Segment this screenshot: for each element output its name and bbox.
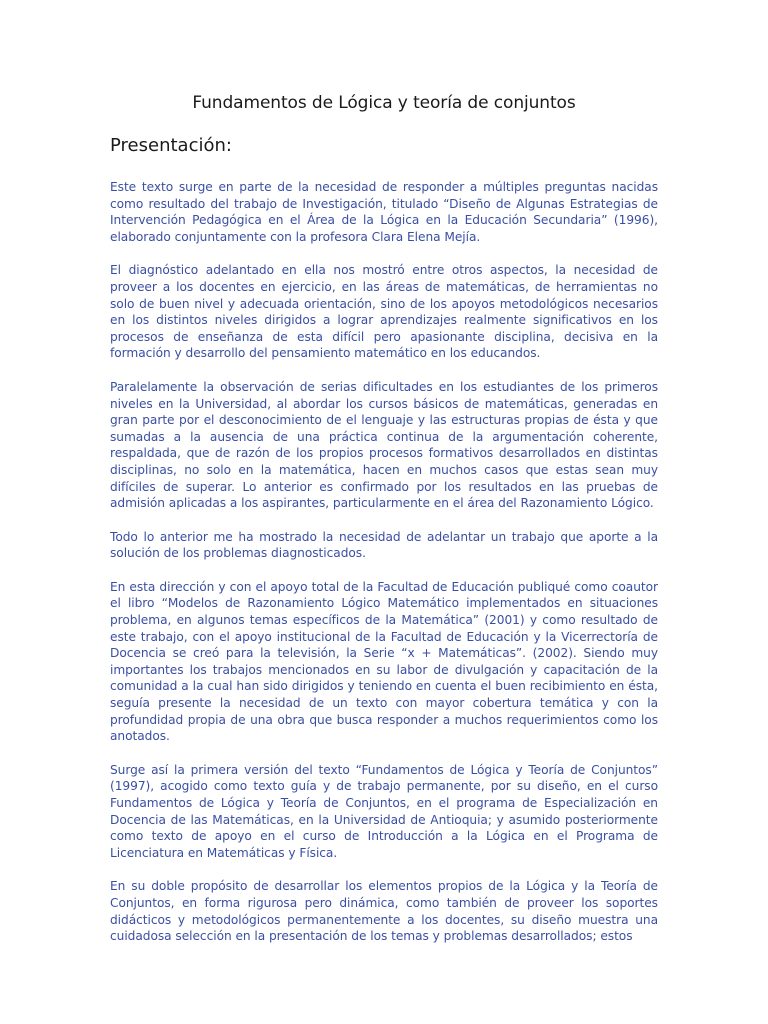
paragraph: Paralelamente la observación de serias dificultades en los estudiantes de los primeros niveles en la Universidad, al abordar los cursos básicos de matemáticas, generadas en gran parte por el desconocimiento de el lenguaje y las estructuras propias de ésta y que sumadas a la ausencia de una práctica continua de la argumentación coherente, respaldada, que de razón de los propios procesos formativos desarrollados en distintas disciplinas, no solo en la matemática, hacen en muchos casos que estas sean muy difíciles de superar. Lo anterior es confirmado por los resultados en las pruebas de admisión aplicadas a los aspirantes, particularmente en el área del Razonamiento Lógico. [110, 379, 658, 511]
document-body [110, 179, 658, 962]
paragraph: En esta dirección y con el apoyo total de la Facultad de Educación publiqué como coautor el libro “Modelos de Razonamiento Lógico Matemático implementados en situaciones problema, en algunos temas específicos de la Matemática” (2001) y como resultado de este trabajo, con el apoyo institucional de la Facultad de Educación y la Vicerrectoría de Docencia se creó para la televisión, la Serie “x + Matemáticas”. (2002). Siendo muy importantes los trabajos mencionados en su labor de divulgación y capacitación de la comunidad a la cual han sido dirigidos y teniendo en cuenta el buen recibimiento en ésta, seguía presente la necesidad de un texto con mayor cobertura temática y con la profundidad propia de una obra que busca responder a muchos requerimientos como los anotados. [110, 579, 658, 744]
paragraph: Todo lo anterior me ha mostrado la necesidad de adelantar un trabajo que aporte a la solución de los problemas diagnosticados. [110, 529, 658, 561]
document-title: Fundamentos de Lógica y teoría de conjuntos [192, 93, 576, 113]
paragraph: En su doble propósito de desarrollar los elementos propios de la Lógica y la Teoría de Conjuntos, en forma rigurosa pero dinámica, como también de proveer los soportes didácticos y metodológicos permanentemente a los docentes, su diseño muestra una cuidadosa selección en la presentación de los temas y problemas desarrollados; estos [110, 879, 658, 944]
paragraph: Surge así la primera versión del texto “Fundamentos de Lógica y Teoría de Conjuntos” (1997), acogido como texto guía y de trabajo permanente, por su diseño, en el curso Fundamentos de Lógica y Teoría de Conjuntos, en el programa de Especialización en Docencia de las Matemáticas, en la Universidad de Antioquia; y asumido posteriormente como texto de apoyo en el curso de Introducción a la Lógica en el Programa de Licenciatura en Matemáticas y Física. [110, 762, 658, 860]
paragraph: El diagnóstico adelantado en ella nos mostró entre otros aspectos, la necesidad de proveer a los docentes en ejercicio, en las áreas de matemáticas, de herramientas no solo de buen nivel y adecuada orientación, sino de los apoyos metodológicos necesarios en los distintos niveles dirigidos a lograr aprendizajes realmente significativos en los procesos de enseñanza de esta difícil pero apasionante disciplina, decisiva en la formación y desarrollo del pensamiento matemático en los educandos. [110, 263, 658, 361]
paragraph: Este texto surge en parte de la necesidad de responder a múltiples preguntas nacidas como resultado del trabajo de Investigación, titulado “Diseño de Algunas Estrategias de Intervención Pedagógica en el Área de la Lógica en la Educación Secundaria” (1996), elaborado conjuntamente con la profesora Clara Elena Mejía. [110, 180, 658, 244]
section-heading: Presentación: [110, 135, 232, 156]
